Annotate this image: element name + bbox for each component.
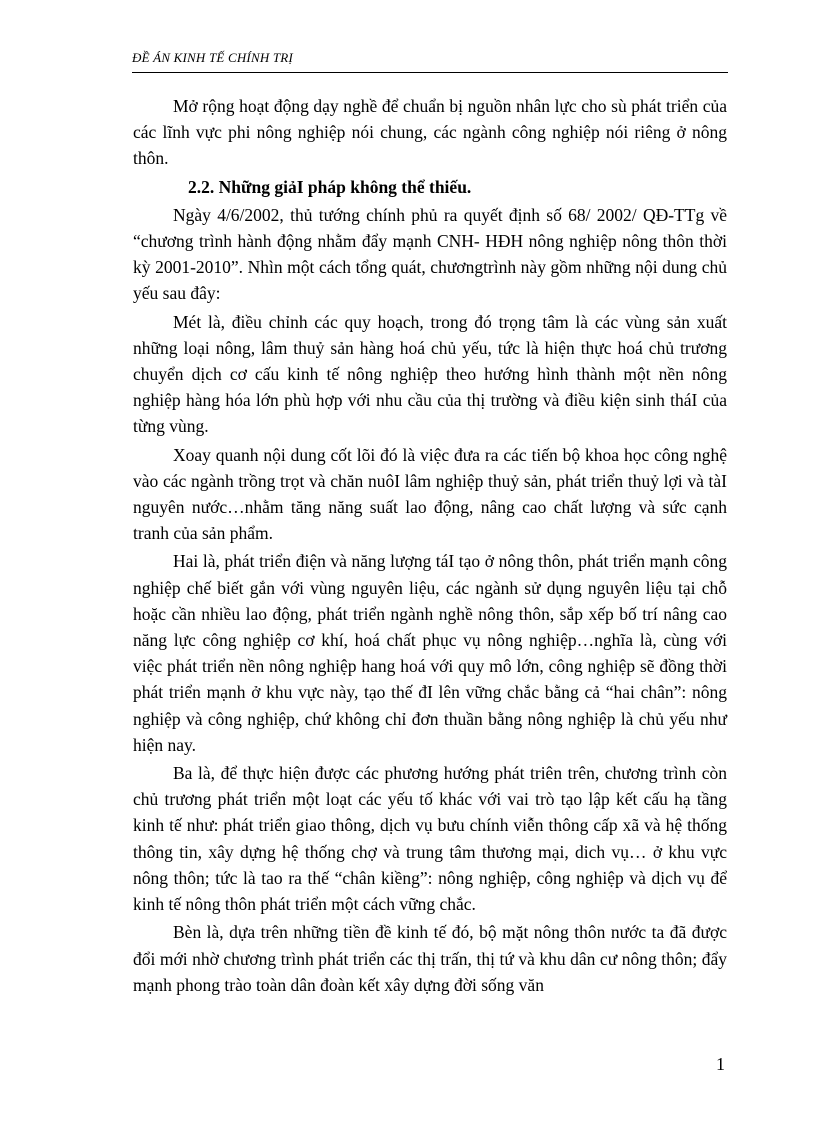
- paragraph-core-content: Xoay quanh nội dung cốt lõi đó là việc đưa ra các tiến bộ khoa học công nghệ vào các ngành trồng trọt và chăn nuôI lâm nghiệp thuỷ sản, phát triển thuỷ lợi và tàI nguyên nước…nhằm tăng năng suất lao động, nâng cao chất lượng và sức cạnh tranh của sản phẩm.: [133, 444, 727, 544]
- page-number: 1: [716, 1054, 725, 1074]
- paragraph-decision-68: Ngày 4/6/2002, thủ tướng chính phủ ra quyết định số 68/ 2002/ QĐ-TTg về “chương trình hành động nhằm đẩy mạnh CNH- HĐH nông nghiệp nông thôn thời kỳ 2001-2010”. Nhìn một cách tổng quát, chươngtrình này gồm những nội dung chủ yếu sau đây:: [133, 204, 727, 304]
- running-header: ĐỀ ÁN KINH TẾ CHÍNH TRỊ: [132, 50, 293, 65]
- header-divider: [132, 72, 728, 73]
- document-body: [133, 93, 727, 1000]
- paragraph-second-point: Hai là, phát triển điện và năng lượng táI tạo ở nông thôn, phát triển mạnh công nghiệp chế biết gắn với vùng nguyên liệu, các ngành sử dụng nguyên liệu tại chỗ hoặc cần nhiều lao động, phát triển ngành nghề nông thôn, sắp xếp bố trí nâng cao năng lực công nghiệp cơ khí, hoá chất phục vụ nông nghiệp…nghĩa là, cùng với việc phát triển nền nông nghiệp hang hoá với quy mô lớn, công nghiệp sẽ đồng thời phát triển mạnh ở khu vực này, tạo thế đI lên vững chắc bằng cả “hai chân”: nông nghiệp và công nghiệp, chứ không chỉ đơn thuần bằng nông nghiệp là chủ yếu như hiện nay.: [133, 551, 727, 755]
- paragraph-fourth-point: Bèn là, dựa trên những tiền đề kinh tế đó, bộ mặt nông thôn nước ta đã được đổi mới nhờ chương trình phát triển các thị trấn, thị tứ và khu dân cư nông thôn; đẩy mạnh phong trào toàn dân đoàn kết xây dựng đời sống văn: [133, 922, 727, 995]
- paragraph-vocational-training: Mở rộng hoạt động dạy nghề để chuẩn bị nguồn nhân lực cho sù phát triển của các lĩnh vực phi nông nghiệp nói chung, các ngành công nghiệp nói riêng ở nông thôn.: [133, 96, 727, 169]
- paragraph-third-point: Ba là, để thực hiện được các phương hướng phát triên trên, chương trình còn chủ trương phát triển một loạt các yếu tố khác với vai trò tạo lập kết cấu hạ tầng kinh tế như: phát triển giao thông, dịch vụ bưu chính viễn thông cấp xã và hệ thống thông tin, xây dựng hệ thống chợ và trung tâm thương mại, dich vụ… ở khu vực nông thôn; tức là tao ra thế “chân kiềng”: nông nghiệp, công nghiệp và dịch vụ để kinh tế nông thôn phát triển một cách vững chắc.: [133, 763, 727, 915]
- section-heading: 2.2. Những giảI pháp không thể thiếu.: [188, 176, 472, 197]
- paragraph-first-point: Mét là, điều chỉnh các quy hoạch, trong đó trọng tâm là các vùng sản xuất những loại nông, lâm thuỷ sản hàng hoá chủ yếu, tức là hiện thực hoá chủ trương chuyển dịch cơ cấu kinh tế nông nghiệp theo hướng hình thành một nền nông nghiệp hàng hóa lớn phù hợp với nhu cầu của thị trường và điều kiện sinh tháI của từng vùng.: [133, 311, 727, 437]
